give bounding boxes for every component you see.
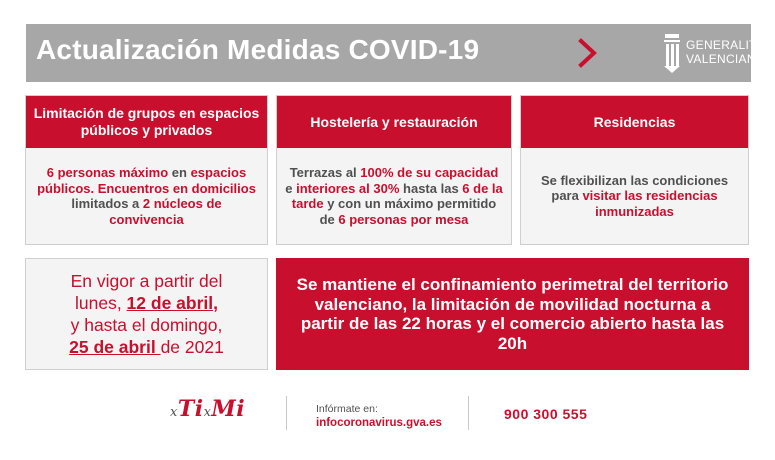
card-title: Hostelería y restauración <box>277 96 511 148</box>
card-body-text: e <box>285 180 297 196</box>
card-body-text: y con un máximo permitido de <box>319 196 497 227</box>
logo-line1: GENERALITAT <box>686 38 771 52</box>
chevron-right-icon <box>576 38 600 68</box>
xtixmi-logo: xTixMi <box>170 396 246 422</box>
generalitat-logo-icon <box>662 32 682 74</box>
footer-divider <box>468 396 469 430</box>
card-body <box>26 148 267 244</box>
card-title: Limitación de grupos en espacios públicos y privados <box>26 96 267 148</box>
card-residences <box>520 95 749 245</box>
card-group-limits <box>25 95 268 245</box>
card-hospitality <box>276 95 512 245</box>
card-body-text: 2 núcleos de convivencia <box>109 196 222 227</box>
card-body-text: 100% de su capacidad <box>360 165 499 180</box>
card-body-text: espacios públicos. Encuentros en domicilios <box>37 165 256 196</box>
generalitat-wordmark <box>686 38 771 66</box>
dates-line1: En vigor a partir del <box>70 271 223 291</box>
confinement-notice <box>276 258 749 370</box>
dates-line2: lunes, 12 de abril, <box>74 293 218 313</box>
card-body-text: en <box>171 165 191 180</box>
dates-line4: 25 de abril de 2021 <box>69 337 224 357</box>
validity-dates <box>25 258 268 370</box>
notice-text: Se mantiene el confinamiento perimetral del territorio valenciano, la limitación de movilidad nocturna a partir de las 22 horas y el comercio abierto hasta las 20h <box>296 275 729 353</box>
footer-divider <box>286 396 287 430</box>
card-body-text: limitados a <box>71 196 143 211</box>
card-title: Residencias <box>521 96 748 148</box>
card-body <box>521 148 748 244</box>
card-body <box>277 148 511 244</box>
dates-line3: y hasta el domingo, <box>70 315 223 335</box>
phone-number[interactable]: 900 300 555 <box>504 406 588 422</box>
card-body-text: interiores al 30% <box>296 180 404 196</box>
info-link[interactable]: infocoronavirus.gva.es <box>316 417 442 429</box>
card-body-text: hasta las <box>403 180 463 196</box>
date-start: 12 de abril, <box>126 293 218 313</box>
logo-line2: VALENCIANA <box>686 52 765 66</box>
page-title: Actualización Medidas COVID-19 <box>36 34 480 65</box>
date-end: 25 de abril <box>69 337 161 357</box>
card-body-text: 6 personas por mesa <box>338 211 469 227</box>
card-body-text: Terrazas al <box>289 165 361 180</box>
info-label: Infórmate en: <box>316 403 378 415</box>
card-body-text: 6 de la tarde <box>291 180 503 211</box>
card-body-text: Se flexibilizan las condiciones para <box>540 172 729 204</box>
card-body-text: visitar las residencias inmunizadas <box>582 188 718 219</box>
header-banner <box>26 24 771 82</box>
card-body-text: 6 personas máximo <box>46 165 172 180</box>
